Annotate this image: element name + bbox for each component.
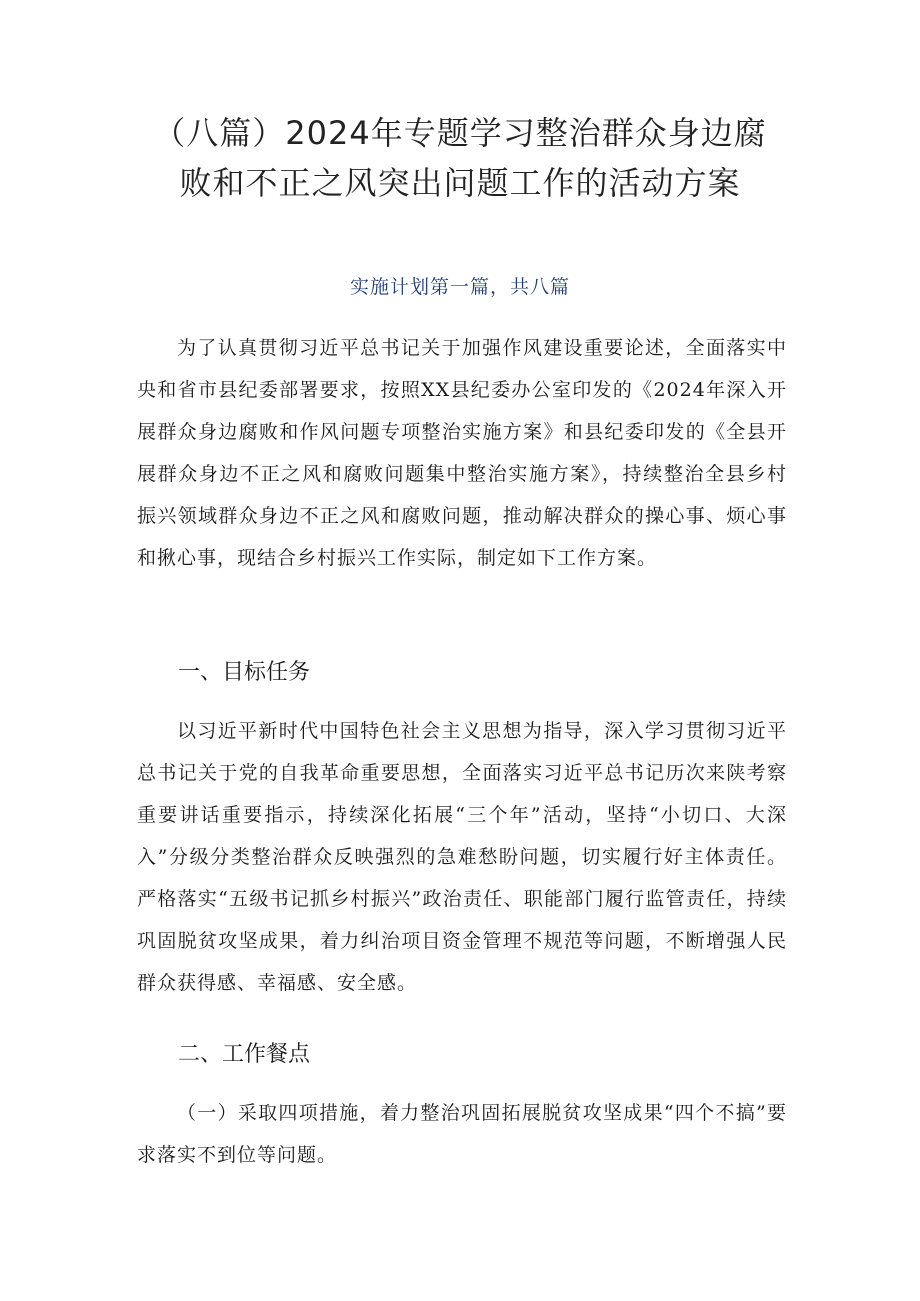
intro-paragraph: 为了认真贯彻习近平总书记关于加强作风建设重要论述，全面落实中央和省市县纪委部署要求，按照XX县纪委办公室印发的《2024年深入开展群众身边腐败和作风问题专项整治实施方案》和县纪委印发的《全县开展群众身边不正之风和腐败问题集中整治实施方案》，持续整治全县乡村振兴领域群众身边不正之风和腐败问题，推动解决群众的操心事、烦心事和揪心事，现结合乡村振兴工作实际，制定如下工作方案。 [137,337,787,569]
section-heading-work: 二、工作餐点 [178,1042,311,1067]
document-title [100,108,820,208]
goals-paragraph: 以习近平新时代中国特色社会主义思想为指导，深入学习贯彻习近平总书记关于党的自我革命重要思想，全面落实习近平总书记历次来陕考察重要讲话重要指示，持续深化拓展“三个年”活动，坚持“小切口、大深入”分级分类整治群众反映强烈的急难愁盼问题，切实履行好主体责任。严格落实“五级书记抓乡村振兴”政治责任、职能部门履行监管责任，持续巩固脱贫攻坚成果，着力纠治项目资金管理不规范等问题，不断增强人民群众获得感、幸福感、安全感。 [137,720,787,994]
work-paragraph: （一）采取四项措施，着力整治巩固拓展脱贫攻坚成果“四个不搞”要求落实不到位等问题。 [137,1102,787,1166]
title-line-2: 败和不正之风突出问题工作的活动方案 [179,164,741,202]
title-line-1: （八篇）2024年专题学习整治群众身边腐 [153,114,767,152]
section-heading-goals: 一、目标任务 [178,660,311,685]
document-subtitle: 实施计划第一篇，共八篇 [349,276,570,298]
